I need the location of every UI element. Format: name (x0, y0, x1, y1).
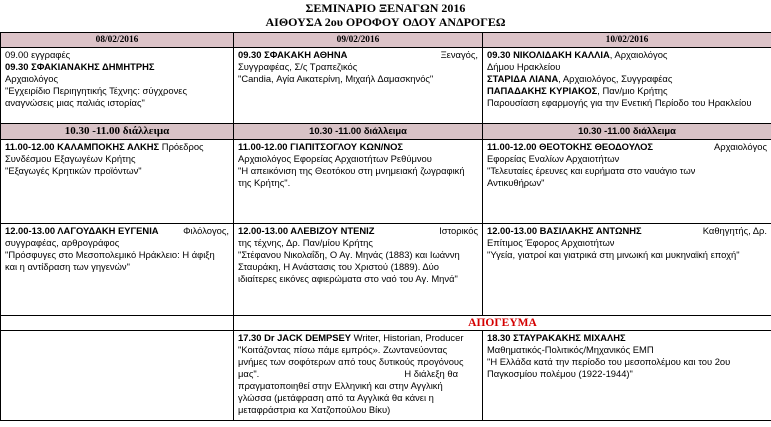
talk-title-cont: Παγκοσμίου πολέμου (1922-1944)" (487, 368, 633, 379)
talk-title: "Candia, Αγία Αικατερίνη, Μιχαήλ Δαμασκηνός" (238, 73, 434, 84)
noon-day-3-cell (483, 224, 771, 316)
registration-text: 09.00 εγγραφές (5, 49, 71, 60)
speaker-name: 11.00-12.00 ΘΕΟΤΟΚΗΣ ΘΕΟΔΟΥΛΟΣ (487, 141, 654, 152)
speaker-affiliation: Συνδέσμου Εξαγωγέων Κρήτης (5, 153, 136, 164)
speaker-role: , Παν/μιο Κρήτης (597, 85, 668, 96)
talk-title: "Υγεία, γιατροί και γιατρικά στη μινωική και μυκηναϊκή εποχή" (487, 249, 740, 260)
talk-title: Παρουσίαση εφαρμογής για την Ενετική Περίοδο του Ηρακλείου (487, 97, 752, 108)
talk-title-cont: ιδιαίτερες εικόνες αφιερώματα στο ναό του Αγ. Μηνά" (238, 273, 458, 284)
talk-title: "Εγχειρίδιο Περιηγητικής Τέχνης: σύγχρονες (5, 85, 187, 96)
talk-note-cont: γλώσσα (μετάφραση από τα Αγγλικά θα κάνει η (238, 392, 434, 403)
talk-note-cont: μεταφράστρια κα Χατζοπούλου Βίκυ) (238, 404, 391, 415)
seminar-title: ΣΕΜΙΝΑΡΙΟ ΞΕΝΑΓΩΝ 2016 (305, 1, 466, 15)
speaker-name: 11.00-12.00 ΚΑΛΑΜΠΟΚΗΣ ΑΛΚΗΣ (5, 141, 160, 152)
speaker-role: , Αρχαιολόγος, Συγγραφέας (558, 73, 673, 84)
afternoon-session-row (1, 331, 771, 421)
talk-title: "Τελευταίες έρευνες και ευρήματα στο ναυάγιο των (487, 165, 696, 176)
afternoon-day-3-cell (483, 331, 771, 421)
speaker-name: 09.30 ΣΦΑΚΙΑΝΑΚΗΣ ΔΗΜΗΤΡΗΣ (5, 61, 155, 72)
speaker-name: 18.30 ΣΤΑΥΡΑΚΑΚΗΣ ΜΙΧΑΛΗΣ (487, 332, 626, 343)
speaker-role: Καθηγητής, Δρ. (702, 225, 767, 236)
break-day-1: 10.30 -11.00 διάλλειμα (1, 124, 234, 140)
talk-note: Η διάλεξη θα (404, 368, 458, 379)
speaker-name: 11.00-12.00 ΓΙΑΠΙΤΣΟΓΛΟΥ ΚΩΝ/ΝΟΣ (238, 141, 404, 152)
speaker-role: Αρχαιολόγος (5, 73, 58, 84)
afternoon-empty-day-1-body (1, 331, 234, 421)
date-day-2: 09/02/2016 (234, 33, 483, 48)
speaker-role-cont: Συγγραφέας, Σ/ς Τραπεζικός (238, 61, 358, 72)
speaker-name: 17.30 Dr JACK DEMPSEY (238, 332, 352, 343)
speaker-role: Αρχαιολόγος (714, 141, 767, 152)
morning-day-2-cell (234, 48, 483, 124)
speaker-role: Ιστορικός (439, 225, 478, 236)
speaker-name: 12.00-13.00 ΛΑΓΟΥΔΑΚΗ ΕΥΓΕΝΙΑ (5, 225, 159, 236)
seminar-venue: ΑΙΘΟΥΣΑ 2ου ΟΡΟΦΟΥ ΟΔΟΥ ΑΝΔΡΟΓΕΩ (265, 15, 506, 29)
date-header-row (1, 33, 771, 48)
talk-title-cont: αναγνώσεις μιας παλιάς ιστορίας" (5, 97, 145, 108)
talk-title-cont: Σταυράκη, Η Ανάστασις του Χριστού (1889). Δύο (238, 261, 440, 272)
afternoon-label-row (1, 316, 771, 331)
break-row (1, 124, 771, 140)
afternoon-day-2-cell (234, 331, 483, 421)
talk-title: "Κοιτάζοντας πίσω πάμε εμπρός». Ζωντανεύοντας (238, 344, 448, 355)
talk-title: "Πρόσφυγες στο Μεσοπολεμικό Ηράκλειο: Η άφιξη (5, 249, 215, 260)
afternoon-empty-day-1 (1, 316, 234, 331)
talk-title: "Εξαγωγές Κρητικών προϊόντων" (5, 165, 142, 176)
late-morning-day-2-cell (234, 140, 483, 224)
break-day-2: 10.30 -11.00 διάλλειμα (234, 124, 483, 140)
late-morning-session-row (1, 140, 771, 224)
speaker-affiliation: Δήμου Ηρακλείου (487, 61, 561, 72)
speaker-affiliation: Εφορείας Εναλίων Αρχαιοτήτων (487, 153, 620, 164)
talk-title: "Η απεικόνιση της Θεοτόκου στη μνημειακή ζωγραφική (238, 165, 465, 176)
talk-title-cont: μνήμες των σοφότερων από τους δυτικούς προγόνους (238, 356, 464, 367)
speaker-role: Πρόεδρος (159, 141, 204, 152)
speaker-name: 12.00-13.00 ΑΛΕΒΙΖΟΥ ΝΤΕΝΙΖ (238, 225, 375, 236)
noon-day-1-cell (1, 224, 234, 316)
speaker-role-cont: συγγραφέας, αρθρογράφος (5, 237, 120, 248)
talk-title-end: μας". (238, 368, 260, 379)
speaker-name: ΠΑΠΑΔΑΚΗΣ ΚΥΡΙΑΚΟΣ (487, 85, 598, 96)
speaker-role-cont: Επίτιμος Έφορος Αρχαιοτήτων (487, 237, 615, 248)
speaker-role: Writer, Historian, Producer (351, 332, 464, 343)
speaker-affiliation: Αρχαιολόγος Εφορείας Αρχαιοτήτων Ρεθύμνου (238, 153, 432, 164)
late-morning-day-3-cell (483, 140, 771, 224)
break-day-3: 10.30 -11.00 διάλλειμα (483, 124, 771, 140)
morning-session-row (1, 48, 771, 124)
date-day-1: 08/02/2016 (1, 33, 234, 48)
talk-title-cont: της Κρήτης". (238, 177, 291, 188)
talk-note-cont: πραγματοποιηθεί στην Ελληνική και στην Αγγλική (238, 380, 443, 391)
speaker-role: , Αρχαιολόγος (609, 49, 668, 60)
speaker-name: 09.30 ΣΦΑΚΑΚΗ ΑΘΗΝΑ (238, 49, 348, 60)
afternoon-label-cell (234, 316, 771, 331)
schedule-table (0, 32, 771, 421)
talk-title: "Η Ελλάδα κατά την περίοδο του μεσοπολέμου και του 2ου (487, 356, 731, 367)
talk-title-cont: Αντικυθήρων" (487, 177, 545, 188)
afternoon-label: ΑΠΟΓΕΥΜΑ (468, 317, 537, 329)
speaker-name: ΣΤΑΡΙΔΑ ΛΙΑΝΑ (487, 73, 559, 84)
speaker-role-cont: της τέχνης, Δρ. Παν/μίου Κρήτης (238, 237, 373, 248)
talk-title: "Στέφανου Νικολαΐδη, Ο Αγ. Μηνάς (1883) και Ιωάννη (238, 249, 460, 260)
speaker-role: Φιλόλογος, (183, 225, 229, 236)
talk-title-cont: και η αντίδραση των γηγενών" (5, 261, 130, 272)
noon-day-2-cell (234, 224, 483, 316)
morning-day-3-cell (483, 48, 771, 124)
date-day-3: 10/02/2016 (483, 33, 771, 48)
noon-session-row (1, 224, 771, 316)
speaker-role: Ξεναγός, (440, 49, 478, 60)
late-morning-day-1-cell (1, 140, 234, 224)
morning-day-1-cell (1, 48, 234, 124)
speaker-name: 12.00-13.00 ΒΑΣΙΛΑΚΗΣ ΑΝΤΩΝΗΣ (487, 225, 642, 236)
speaker-name: 09.30 ΝΙΚΟΛΙΔΑΚΗ ΚΑΛΛΙΑ (487, 49, 610, 60)
speaker-role: Μαθηματικός-Πολιτικός/Μηχανικός ΕΜΠ (487, 344, 654, 355)
